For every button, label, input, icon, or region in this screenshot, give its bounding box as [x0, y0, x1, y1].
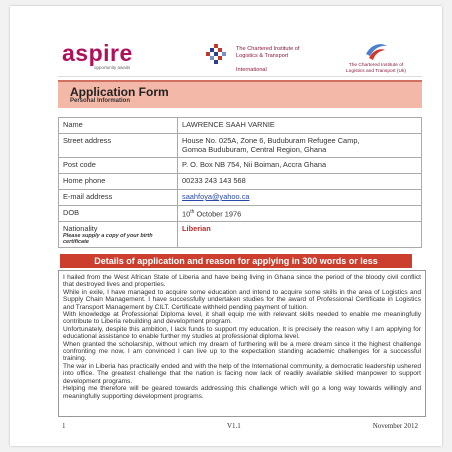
reason-paragraph: I hailed from the West African State of Liberia and have being living in Ghana since the period of the bloody civil conflict that destroyed lives and properties.	[63, 274, 421, 289]
name-label: Name	[59, 118, 178, 134]
cilt-name-line1: The Chartered Institute of	[236, 46, 300, 52]
personal-info-table	[58, 117, 422, 248]
cilt-uk-line2: Logistics and Transport (Uk)	[346, 69, 406, 74]
name-value[interactable]: LAWRENCE SAAH VARNIE	[178, 118, 422, 134]
reason-paragraph: While in exile, I have managed to acquire some education and intend to acquire some skills in the area of Logistics and Supply Chain Management. I have successfully undertaken studies for the award of Professional Certificate in Logistics and Transport Management by CILT. Certificate withheld pending payment of tuition.	[63, 288, 421, 311]
table-row	[59, 134, 422, 158]
cilt-name	[236, 46, 299, 74]
table-row	[59, 190, 422, 206]
cilt-uk-line1: The Chartered Institute of	[348, 63, 404, 68]
email-value[interactable]	[178, 190, 422, 206]
nationality-label: Nationality	[63, 224, 98, 233]
post-value[interactable]: P. O. Box NB 754, Nii Boiman, Accra Ghana	[178, 158, 422, 174]
aspire-logo	[62, 42, 133, 70]
dob-label: DOB	[59, 206, 178, 222]
street-label: Street address	[59, 134, 178, 158]
nationality-value: Liberian	[182, 224, 211, 233]
cilt-mosaic-icon	[206, 44, 226, 64]
table-row	[59, 158, 422, 174]
nationality-note: Please supply a copy of your birth certificate	[63, 233, 153, 245]
cilt-name-line2: Logistics & Transport	[236, 53, 289, 59]
dob-value[interactable]	[178, 206, 422, 222]
cilt-uk-logo	[336, 40, 416, 75]
cilt-swoosh-icon	[363, 40, 389, 62]
table-row	[59, 174, 422, 190]
page-number: 1	[62, 422, 66, 430]
nationality-value-cell[interactable]	[178, 222, 422, 248]
form-title-bar	[58, 80, 422, 108]
aspire-tagline: opportunity awaits	[94, 65, 131, 70]
form-title: Application Form	[70, 85, 169, 99]
reason-paragraph: Helping me therefore will be geared towards addressing this challenge which will go a long way towards willingly and meaningfully supporting development programs.	[63, 385, 421, 400]
document-page	[10, 6, 442, 446]
version-label: V1.1	[227, 422, 241, 430]
reason-paragraph: Unfortunately, despite this ambition, I lack funds to support my education. It is precisely the reason why I am applying for educational assistance to enable further my studies at professional diploma level.	[63, 325, 421, 341]
form-subtitle: Personal Information	[70, 98, 131, 104]
aspire-wordmark: aspire	[62, 40, 133, 66]
phone-value[interactable]: 00233 243 143 568	[178, 174, 422, 190]
table-row	[59, 118, 422, 134]
header-divider	[58, 76, 422, 77]
street-value[interactable]	[178, 134, 422, 158]
phone-label: Home phone	[59, 174, 178, 190]
application-reason-textbox[interactable]	[58, 270, 426, 417]
table-row	[59, 206, 422, 222]
post-label: Post code	[59, 158, 178, 174]
dob-day: 10	[182, 209, 191, 219]
details-heading: Details of application and reason for applying in 300 words or less	[60, 254, 412, 268]
email-link[interactable]: saahfoya@yahoo.ca	[182, 192, 250, 201]
footer-date: November 2012	[372, 422, 418, 430]
email-label: E-mail address	[59, 190, 178, 206]
reason-paragraph: The war in Liberia has practically ended and with the help of the International community, a democratic leadership ushered into office. The greatest challenge that the nation is facing now lack of readily available skilled manpower to support development programs.	[63, 362, 421, 385]
reason-paragraph: When granted the scholarship, without which my dream of furthering will be a mere dream since it the highest challenge confronting me now, I am convinced I can live up to the expectation standing academic challenges for a successful training.	[63, 340, 421, 363]
reason-paragraph: With knowledge at Professional Diploma level, it shall equip me with relevant skills needed to enable me meaningfully contribute to Liberia rebuilding and development program.	[63, 311, 421, 326]
dob-rest: October 1976	[194, 209, 242, 219]
table-row	[59, 222, 422, 248]
street-value-line1: House No. 025A, Zone 6, Buduburam Refugee Camp,	[182, 136, 360, 145]
dob-suffix: th	[190, 209, 195, 215]
street-value-line2: Gomoa Buduburam, Central Region, Ghana	[182, 145, 327, 154]
nationality-label-cell	[59, 222, 178, 248]
cilt-international: International	[236, 67, 267, 73]
